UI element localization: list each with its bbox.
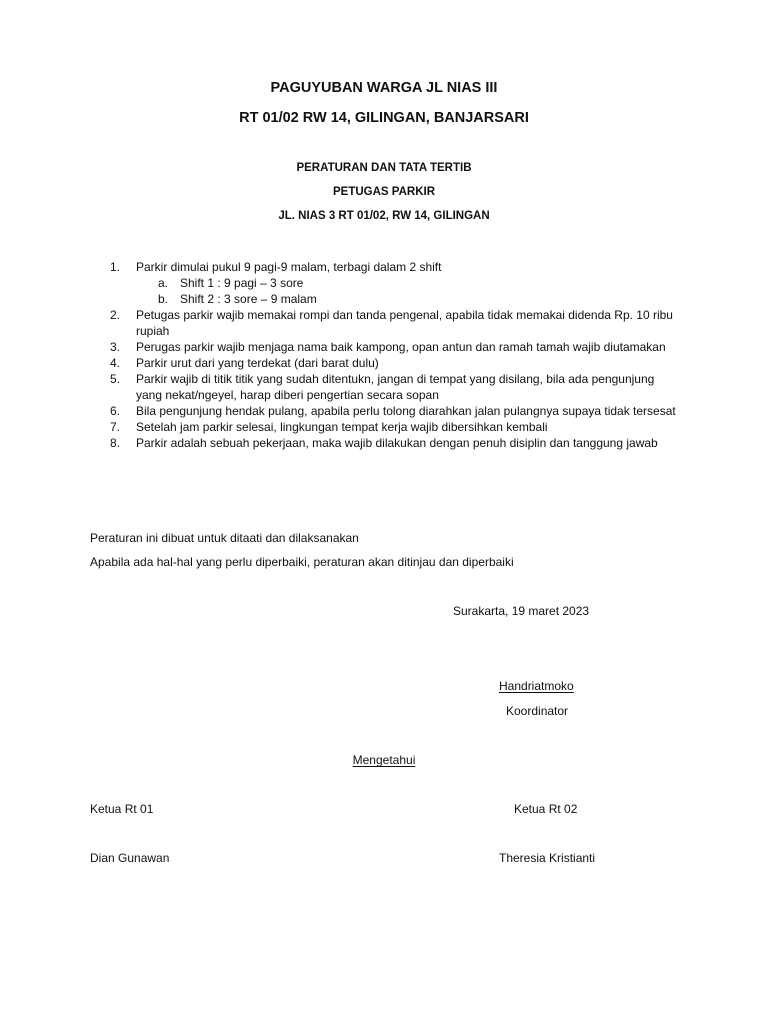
rule-subitem xyxy=(90,291,680,307)
left-role: Ketua Rt 01 xyxy=(90,802,154,816)
rule-item xyxy=(90,339,680,355)
rule-text: Bila pengunjung hendak pulang, apabila perlu tolong diarahkan jalan pulangnya supaya tidak tersesat xyxy=(136,404,676,418)
subtitle-line-3: JL. NIAS 3 RT 01/02, RW 14, GILINGAN xyxy=(278,210,490,222)
rules-list xyxy=(90,259,680,451)
title-line-1: PAGUYUBAN WARGA JL NIAS III xyxy=(270,80,498,96)
closing-line-2: Apabila ada hal-hal yang perlu diperbaiki, peraturan akan ditinjau dan diperbaiki xyxy=(90,555,514,569)
rule-subitem-text: Shift 2 : 3 sore – 9 malam xyxy=(180,292,317,306)
closing-line-1: Peraturan ini dibuat untuk ditaati dan dilaksanakan xyxy=(90,531,359,545)
rule-item xyxy=(90,259,680,275)
rule-text: Parkir wajib di titik titik yang sudah ditentukn, jangan di tempat yang disilang, bila ada pengunjung yang nekat/ngeyel, harap diberi pengertian secara sopan xyxy=(136,372,655,402)
rule-number: 5. xyxy=(110,372,121,386)
rule-text: Setelah jam parkir selesai, lingkungan tempat kerja wajib dibersihkan kembali xyxy=(136,420,548,434)
rule-item xyxy=(90,307,680,339)
rule-item xyxy=(90,435,680,451)
rule-text: Petugas parkir wajib memakai rompi dan tanda pengenal, apabila tidak memakai didenda Rp. 10 ribu rupiah xyxy=(136,308,673,338)
rule-item xyxy=(90,371,680,403)
rule-text: Parkir urut dari yang terdekat (dari barat dulu) xyxy=(136,356,379,370)
rule-text: Parkir dimulai pukul 9 pagi-9 malam, terbagi dalam 2 shift xyxy=(136,260,442,274)
subtitle-line-1: PERATURAN DAN TATA TERTIB xyxy=(296,162,472,174)
right-name: Theresia Kristianti xyxy=(499,851,596,865)
rule-subitem-text: Shift 1 : 9 pagi – 3 sore xyxy=(180,276,304,290)
place-date: Surakarta, 19 maret 2023 xyxy=(453,604,590,618)
rule-text: Perugas parkir wajib menjaga nama baik kampong, opan antun dan ramah tamah wajib diutamakan xyxy=(136,340,666,354)
right-role: Ketua Rt 02 xyxy=(514,802,578,816)
rule-subitem-letter: b. xyxy=(158,292,169,306)
rule-number: 7. xyxy=(110,420,121,434)
signer-name: Handriatmoko xyxy=(499,679,574,693)
rule-item xyxy=(90,403,680,419)
rule-number: 2. xyxy=(110,308,121,322)
rule-subitem-letter: a. xyxy=(158,276,169,290)
signer-role: Koordinator xyxy=(506,704,569,718)
rule-number: 8. xyxy=(110,436,121,450)
subtitle-line-2: PETUGAS PARKIR xyxy=(332,186,436,198)
rule-number: 1. xyxy=(110,260,121,274)
rule-number: 6. xyxy=(110,404,121,418)
rule-number: 3. xyxy=(110,340,121,354)
rule-item xyxy=(90,355,680,371)
title-line-2: RT 01/02 RW 14, GILINGAN, BANJARSARI xyxy=(239,110,529,126)
rule-number: 4. xyxy=(110,356,121,370)
rule-item xyxy=(90,419,680,435)
left-name: Dian Gunawan xyxy=(90,851,170,865)
acknowledgement-label: Mengetahui xyxy=(352,753,416,767)
rule-text: Parkir adalah sebuah pekerjaan, maka wajib dilakukan dengan penuh disiplin dan tanggung jawab xyxy=(136,436,658,450)
rule-subitem xyxy=(90,275,680,291)
